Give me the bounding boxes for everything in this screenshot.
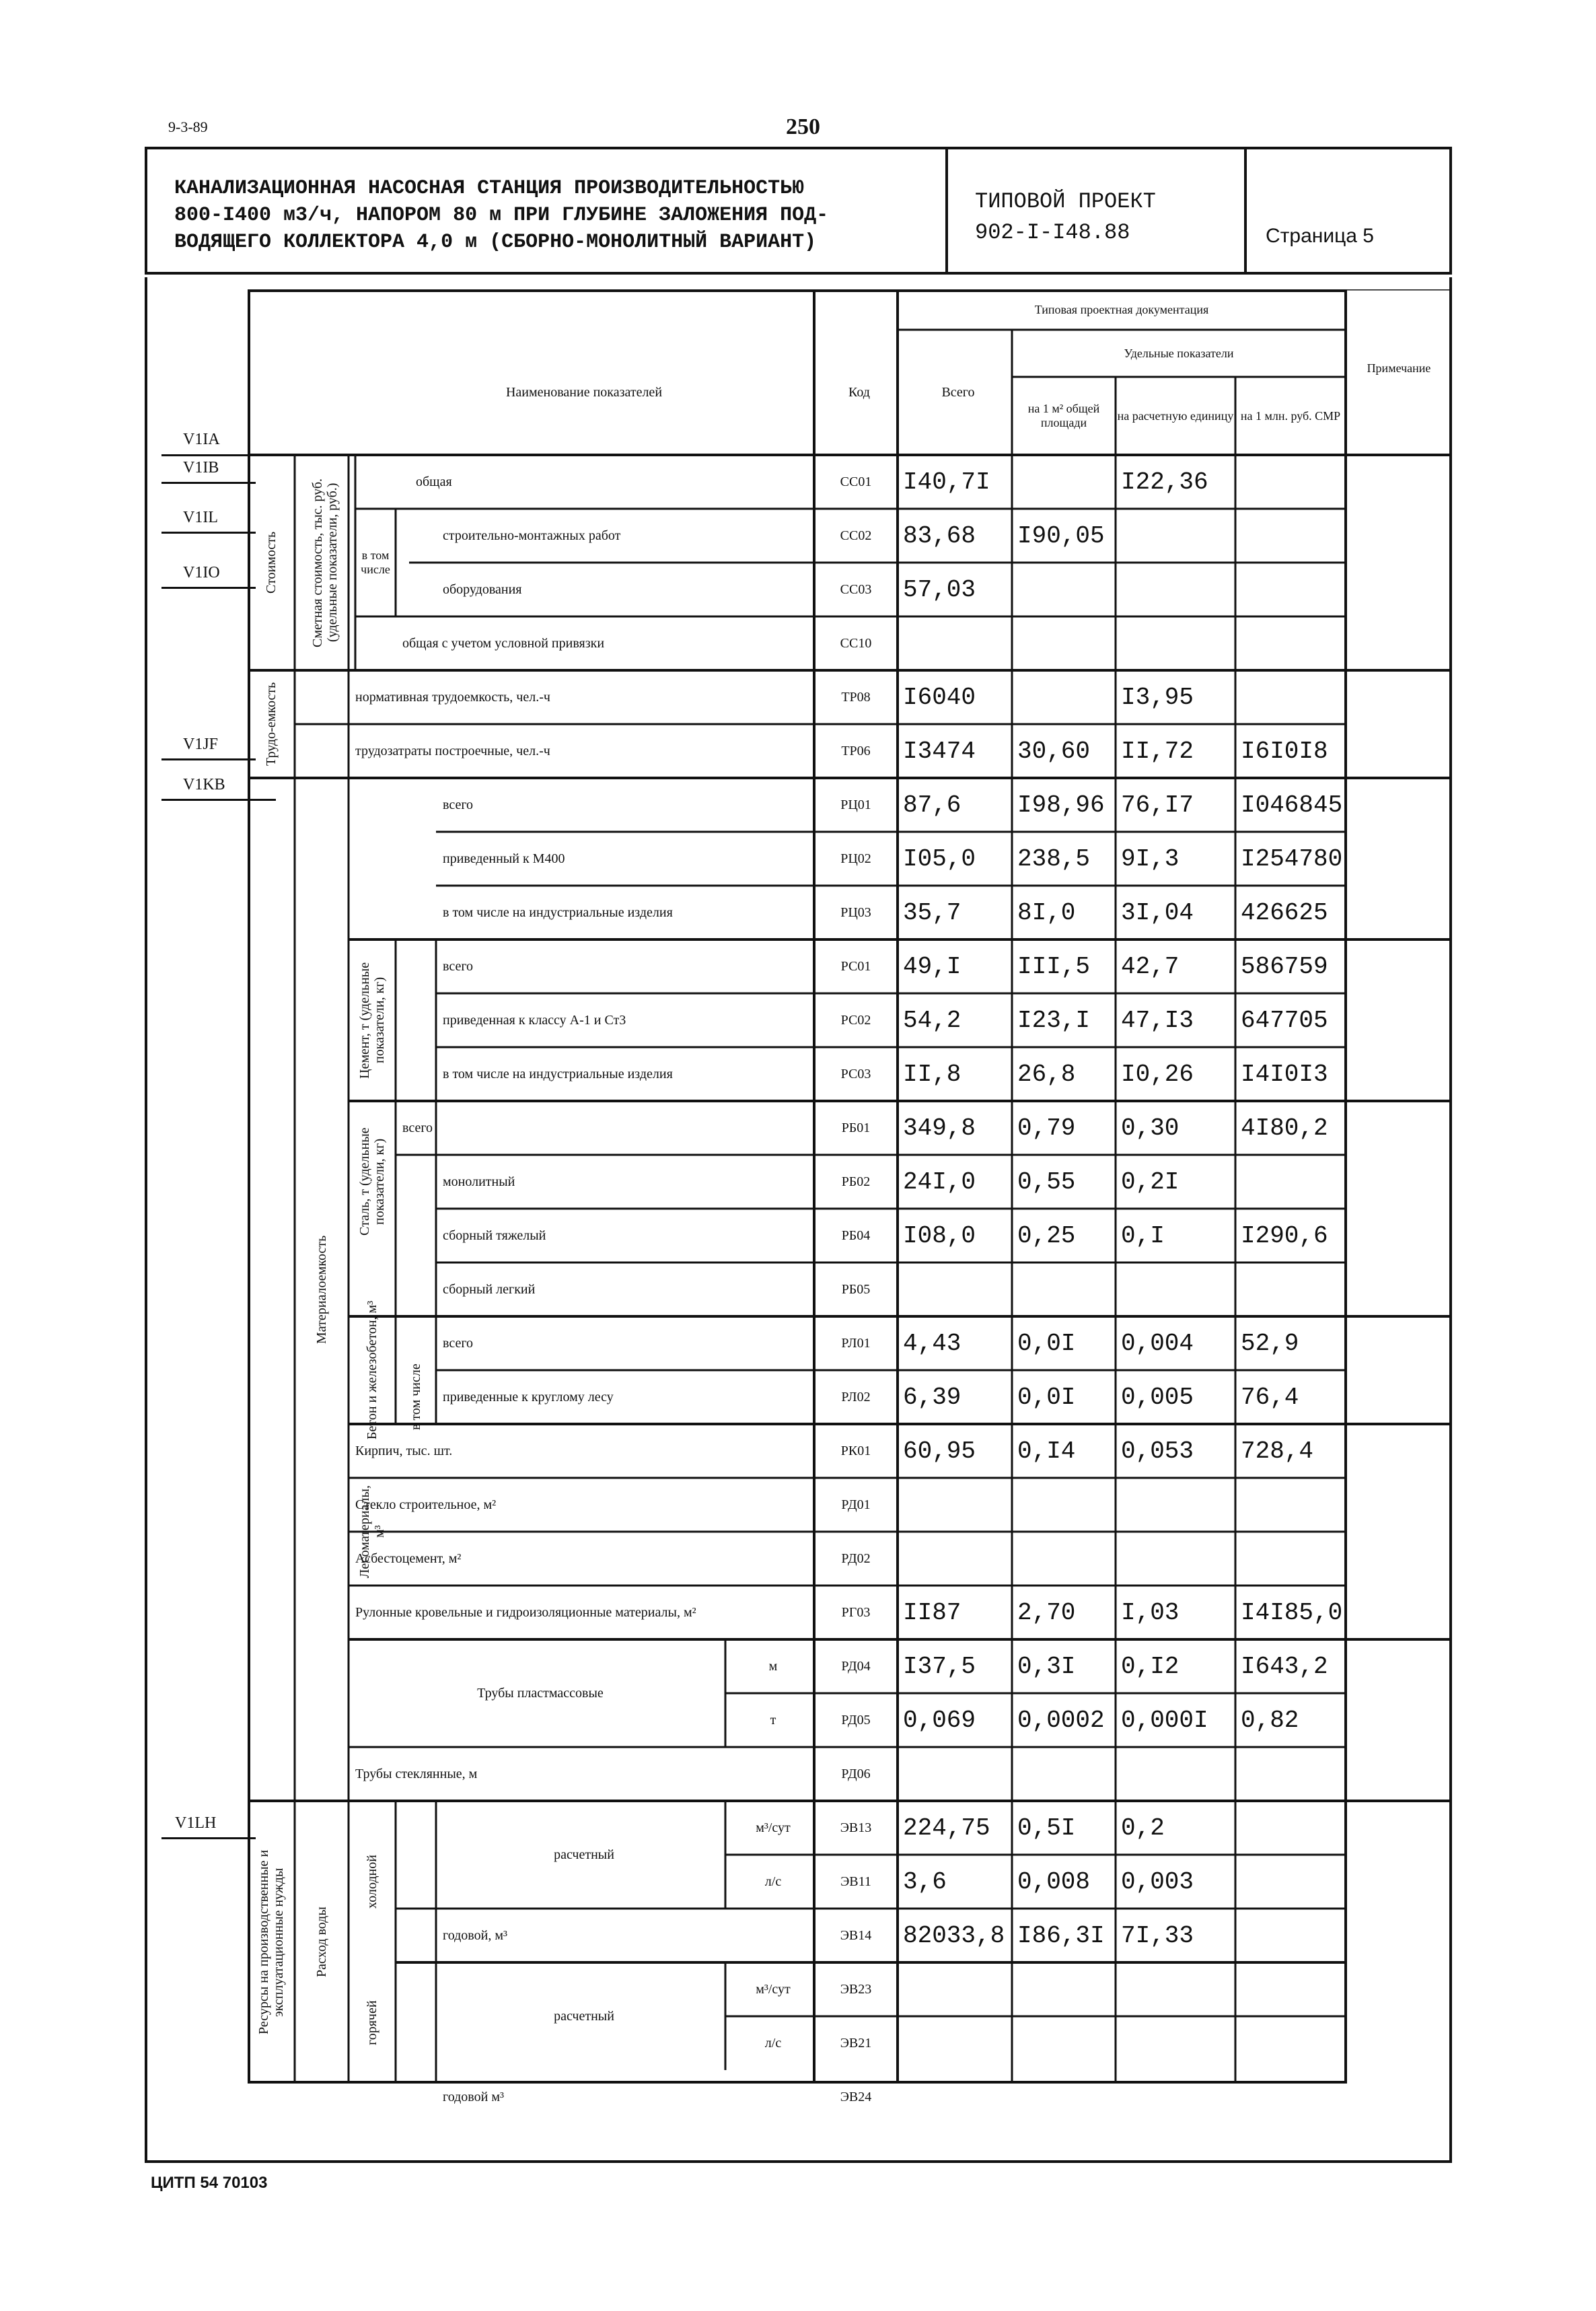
- row-total: [898, 1747, 1012, 1801]
- row-total: 54,2: [903, 1006, 962, 1034]
- row-total: [898, 1532, 1012, 1586]
- row-per-m2: 0,55: [1017, 1168, 1076, 1196]
- row-code: СС10: [840, 635, 872, 651]
- title-line: 800-I400 м3/ч, НАПОРОМ 80 м ПРИ ГЛУБИНЕ ЗАЛОЖЕНИЯ ПОД-: [174, 204, 829, 227]
- row-label: Асбестоцемент, м²: [355, 1551, 462, 1566]
- row-per-unit: 0,I2: [1121, 1652, 1180, 1680]
- row-per-unit: 0,2: [1121, 1814, 1165, 1842]
- project-line: 902-I-I48.88: [975, 220, 1130, 245]
- row-label: м³/сут: [756, 1981, 791, 1997]
- row-label: сборный легкий: [443, 1281, 536, 1297]
- row-per-m2: [1012, 1263, 1116, 1316]
- col-header-per-m2: на 1 м² общей площади: [1027, 402, 1100, 429]
- row-per-unit: [1116, 2016, 1235, 2070]
- group-resources: Ресурсы на производственные и эксплуатационные нужды: [256, 1849, 286, 2035]
- row-per-m2: 0,25: [1017, 1221, 1076, 1250]
- row-total: [898, 1263, 1012, 1316]
- side-label: V1IB: [183, 459, 219, 476]
- row-code: РБ05: [841, 1281, 871, 1297]
- row-per-m2: 0,0I: [1017, 1329, 1076, 1357]
- row-per-m2: 30,60: [1017, 737, 1091, 765]
- col-header-per-mln: на 1 млн. руб. СМР: [1240, 408, 1341, 423]
- row-per-mln: I4I85,0: [1241, 1598, 1343, 1627]
- group-water: Расход воды: [314, 1907, 329, 1978]
- row-per-mln: I6I0I8: [1241, 737, 1328, 765]
- row-code: СС02: [840, 528, 872, 543]
- group-concrete: Бетон и железобетон, м³: [365, 1300, 379, 1440]
- side-label: V1KB: [183, 776, 225, 793]
- row-total: [898, 1478, 1012, 1532]
- row-per-unit: II,72: [1121, 737, 1194, 765]
- row-per-m2: 0,0002: [1017, 1706, 1105, 1734]
- side-label: V1IL: [183, 509, 218, 526]
- row-per-unit: [1116, 1962, 1235, 2016]
- row-per-m2: I98,96: [1017, 791, 1105, 819]
- row-code: ЭВ13: [840, 1820, 872, 1835]
- row-code: ЭВ11: [840, 1874, 871, 1889]
- row-label: приведенная к классу А-1 и Ст3: [443, 1012, 626, 1028]
- row-per-unit: [1116, 1263, 1235, 1316]
- row-code: РД04: [841, 1658, 871, 1674]
- row-per-unit: I,03: [1121, 1598, 1180, 1627]
- side-label: V1IA: [183, 431, 220, 448]
- sheet-number: 250: [786, 114, 820, 139]
- row-label: т: [770, 1712, 776, 1728]
- row-per-unit: 42,7: [1121, 952, 1180, 981]
- group-lumber: Лесоматериалы, м³: [357, 1485, 387, 1578]
- row-label: строительно-монтажных работ: [443, 528, 621, 543]
- row-label: всего: [443, 797, 474, 812]
- row-per-unit: 0,053: [1121, 1437, 1194, 1465]
- row-per-unit: 3I,04: [1121, 898, 1194, 927]
- row-per-mln: [1235, 1909, 1346, 1962]
- row-per-mln: [1235, 509, 1346, 563]
- row-label: Кирпич, тыс. шт.: [355, 1443, 453, 1458]
- row-label: л/с: [764, 2035, 782, 2051]
- row-total: 6,39: [903, 1383, 962, 1411]
- group-concrete-incl: в том числе: [408, 1363, 423, 1431]
- row-per-m2: 238,5: [1017, 845, 1091, 873]
- row-total: 83,68: [903, 522, 976, 550]
- col-header-per-unit: на расчетную единицу: [1117, 408, 1234, 423]
- col-header-specific: Удельные показатели: [1124, 346, 1234, 360]
- row-per-m2: I86,3I: [1017, 1921, 1105, 1950]
- row-per-unit: 0,2I: [1121, 1168, 1180, 1196]
- row-code: РС03: [840, 1066, 871, 1081]
- row-code: РС02: [840, 1012, 871, 1028]
- row-per-unit: [1116, 1747, 1235, 1801]
- row-per-m2: [1012, 455, 1116, 509]
- row-per-mln: 0,82: [1241, 1706, 1299, 1734]
- row-per-unit: [1116, 616, 1235, 670]
- row-label: в том числе на индустриальные изделия: [443, 1066, 673, 1081]
- row-per-mln: 4I80,2: [1241, 1114, 1328, 1142]
- row-label: всего: [402, 1120, 433, 1135]
- row-label: годовой м³: [443, 2089, 504, 2104]
- row-per-m2: I90,05: [1017, 522, 1105, 550]
- row-per-mln: I290,6: [1241, 1221, 1328, 1250]
- row-per-mln: I643,2: [1241, 1652, 1328, 1680]
- row-total: 60,95: [903, 1437, 976, 1465]
- row-per-m2: [1012, 1747, 1116, 1801]
- row-per-unit: 0,005: [1121, 1383, 1194, 1411]
- row-per-mln: I046845: [1241, 791, 1343, 819]
- row-code: РЦ01: [840, 797, 871, 812]
- col-header-code: Код: [848, 384, 870, 400]
- row-total: 3,6: [903, 1868, 947, 1896]
- row-label: всего: [443, 958, 474, 974]
- row-per-m2: [1012, 2016, 1116, 2070]
- row-code: ЭВ21: [840, 2035, 872, 2051]
- row-total: 4,43: [903, 1329, 962, 1357]
- row-per-mln: 426625: [1241, 898, 1328, 927]
- row-per-unit: I3,95: [1121, 683, 1194, 711]
- row-code: СС03: [840, 581, 872, 597]
- row-per-m2: 8I,0: [1017, 898, 1076, 927]
- row-per-mln: [1235, 2016, 1346, 2070]
- row-code: РГ03: [841, 1604, 871, 1620]
- row-per-m2: 0,3I: [1017, 1652, 1076, 1680]
- row-per-m2: 0,5I: [1017, 1814, 1076, 1842]
- row-per-unit: 47,I3: [1121, 1006, 1194, 1034]
- side-label: V1IO: [183, 564, 220, 581]
- row-code: РЦ03: [840, 904, 871, 920]
- row-label: общая с учетом условной привязки: [402, 635, 605, 651]
- row-per-unit: 0,I: [1121, 1221, 1165, 1250]
- row-code: РБ04: [841, 1228, 871, 1243]
- page-label: Страница 5: [1266, 225, 1374, 247]
- row-per-mln: [1235, 1532, 1346, 1586]
- group-labor: Трудо-емкость: [264, 682, 279, 767]
- title-line: КАНАЛИЗАЦИОННАЯ НАСОСНАЯ СТАНЦИЯ ПРОИЗВОДИТЕЛЬНОСТЬЮ: [174, 177, 805, 200]
- title-line: ВОДЯЩЕГО КОЛЛЕКТОРА 4,0 м (СБОРНО-МОНОЛИТНЫЙ ВАРИАНТ): [174, 231, 817, 254]
- row-per-mln: [1235, 1155, 1346, 1209]
- row-code: РС01: [840, 958, 871, 974]
- row-per-mln: I254780: [1241, 845, 1343, 873]
- row-per-mln: [1235, 1263, 1346, 1316]
- row-total: II,8: [903, 1060, 962, 1088]
- row-per-m2: [1012, 670, 1116, 724]
- row-per-mln: 76,4: [1241, 1383, 1299, 1411]
- row-code: РЦ02: [840, 851, 871, 866]
- doc-code: 9-3-89: [168, 118, 208, 135]
- row-per-mln: 647705: [1241, 1006, 1328, 1034]
- row-code: РК01: [840, 1443, 871, 1458]
- row-total: I40,7I: [903, 468, 990, 496]
- plastic-pipes-label: Трубы пластмассовые: [477, 1685, 604, 1701]
- row-per-unit: I22,36: [1121, 468, 1208, 496]
- row-per-mln: [1235, 1962, 1346, 2016]
- row-code: РД01: [841, 1497, 871, 1512]
- row-label: всего: [443, 1335, 474, 1351]
- row-per-unit: 7I,33: [1121, 1921, 1194, 1950]
- footer-code: ЦИТП 54 70103: [151, 2174, 268, 2192]
- row-total: I6040: [903, 683, 976, 711]
- row-total: 35,7: [903, 898, 962, 927]
- row-code: ЭВ23: [840, 1981, 872, 1997]
- group-material: Материалоемкость: [314, 1235, 329, 1344]
- group-estimate: Сметная стоимость, тыс. руб. (удельные показатели, руб.): [310, 478, 340, 647]
- row-code: ТР08: [841, 689, 871, 705]
- row-per-m2: 0,79: [1017, 1114, 1076, 1142]
- row-total: 82033,8: [903, 1921, 1005, 1950]
- row-per-m2: [1012, 1532, 1116, 1586]
- row-per-m2: 2,70: [1017, 1598, 1076, 1627]
- row-per-mln: [1235, 616, 1346, 670]
- row-per-m2: III,5: [1017, 952, 1091, 981]
- row-per-unit: 76,I7: [1121, 791, 1194, 819]
- row-code: РБ01: [841, 1120, 871, 1135]
- col-header-typical: Типовая проектная документация: [1034, 302, 1209, 316]
- row-per-mln: [1235, 2070, 1346, 2124]
- group-cold: холодной: [365, 1855, 379, 1909]
- row-label: Трубы стеклянные, м: [355, 1766, 478, 1781]
- row-per-mln: [1235, 455, 1346, 509]
- group-steel: Сталь, т (удельные показатели, кг): [357, 1127, 387, 1236]
- row-per-unit: [1116, 1478, 1235, 1532]
- row-label: оборудования: [443, 581, 522, 597]
- row-label: л/с: [764, 1874, 782, 1889]
- row-per-unit: 0,000I: [1121, 1706, 1208, 1734]
- row-label: Рулонные кровельные и гидроизоляционные материалы, м²: [355, 1604, 696, 1620]
- row-per-m2: [1012, 2070, 1116, 2124]
- row-code: РД02: [841, 1551, 871, 1566]
- row-per-mln: 586759: [1241, 952, 1328, 981]
- indicators-table: [248, 289, 1452, 2104]
- row-code: РД05: [841, 1712, 871, 1728]
- row-per-unit: 9I,3: [1121, 845, 1180, 873]
- row-code: ТР06: [841, 743, 871, 758]
- row-per-unit: 0,30: [1121, 1114, 1180, 1142]
- row-per-unit: 0,004: [1121, 1329, 1194, 1357]
- row-code: РД06: [841, 1766, 871, 1781]
- row-label: м: [768, 1658, 778, 1674]
- row-per-m2: 26,8: [1017, 1060, 1076, 1088]
- row-per-mln: I4I0I3: [1241, 1060, 1328, 1088]
- row-label: трудозатраты построечные, чел.-ч: [355, 743, 550, 758]
- row-total: 224,75: [903, 1814, 990, 1842]
- row-per-m2: 0,0I: [1017, 1383, 1076, 1411]
- row-total: [898, 2070, 1012, 2124]
- group-cement: Цемент, т (удельные показатели, кг): [357, 962, 387, 1079]
- group-cost: Стоимость: [264, 531, 279, 594]
- row-label: общая: [416, 474, 452, 489]
- group-hot: горячей: [365, 2000, 379, 2046]
- row-label: нормативная трудоемкость, чел.-ч: [355, 689, 550, 705]
- row-per-unit: [1116, 2070, 1235, 2124]
- row-total: 57,03: [903, 575, 976, 604]
- row-label: м³/сут: [756, 1820, 791, 1835]
- row-total: 24I,0: [903, 1168, 976, 1196]
- row-per-m2: 0,008: [1017, 1868, 1091, 1896]
- row-per-mln: 728,4: [1241, 1437, 1314, 1465]
- row-total: I05,0: [903, 845, 976, 873]
- row-total: [898, 1962, 1012, 2016]
- row-total: I37,5: [903, 1652, 976, 1680]
- row-total: [898, 2016, 1012, 2070]
- row-per-mln: [1235, 1747, 1346, 1801]
- document-title: [174, 175, 1049, 256]
- row-per-mln: [1235, 670, 1346, 724]
- row-per-mln: 52,9: [1241, 1329, 1299, 1357]
- group-incl: в том числе: [361, 548, 390, 576]
- row-code: РБ02: [841, 1174, 871, 1189]
- row-per-mln: [1235, 1478, 1346, 1532]
- side-label: V1JF: [183, 736, 219, 753]
- row-total: 349,8: [903, 1114, 976, 1142]
- row-total: 0,069: [903, 1706, 976, 1734]
- row-label: в том числе на индустриальные изделия: [443, 904, 673, 920]
- row-per-m2: [1012, 1478, 1116, 1532]
- row-code: ЭВ14: [840, 1927, 872, 1943]
- row-total: [898, 616, 1012, 670]
- row-code: РЛ02: [841, 1389, 871, 1405]
- row-label: Стекло строительное, м²: [355, 1497, 497, 1512]
- design-hot-label: расчетный: [554, 2008, 614, 2024]
- design-cold-label: расчетный: [554, 1847, 614, 1862]
- row-total: 49,I: [903, 952, 962, 981]
- row-per-m2: I23,I: [1017, 1006, 1091, 1034]
- col-header-name: Наименование показателей: [505, 384, 663, 400]
- col-header-note: Примечание: [1367, 361, 1431, 375]
- row-per-unit: 0,003: [1121, 1868, 1194, 1896]
- row-per-m2: [1012, 563, 1116, 616]
- row-label: монолитный: [443, 1174, 515, 1189]
- project-line: ТИПОВОЙ ПРОЕКТ: [975, 189, 1156, 214]
- row-label: приведенные к круглому лесу: [443, 1389, 614, 1405]
- row-label: сборный тяжелый: [443, 1228, 546, 1243]
- row-per-mln: [1235, 563, 1346, 616]
- row-total: 87,6: [903, 791, 962, 819]
- row-per-unit: [1116, 1532, 1235, 1586]
- row-total: I3474: [903, 737, 976, 765]
- row-total: I08,0: [903, 1221, 976, 1250]
- title-block: [145, 147, 1452, 275]
- row-label: годовой, м³: [443, 1927, 507, 1943]
- row-per-unit: [1116, 563, 1235, 616]
- row-per-m2: [1012, 1962, 1116, 2016]
- row-code: ЭВ24: [840, 2089, 872, 2104]
- row-per-unit: [1116, 509, 1235, 563]
- row-per-unit: I0,26: [1121, 1060, 1194, 1088]
- row-total: II87: [903, 1598, 962, 1627]
- row-per-m2: [1012, 616, 1116, 670]
- row-per-m2: 0,I4: [1017, 1437, 1076, 1465]
- row-label: приведенный к М400: [443, 851, 565, 866]
- row-per-mln: [1235, 1855, 1346, 1909]
- row-code: РЛ01: [841, 1335, 871, 1351]
- row-code: СС01: [840, 474, 872, 489]
- row-per-mln: [1235, 1801, 1346, 1855]
- project-id: [975, 186, 1156, 248]
- col-header-total: Всего: [941, 384, 975, 400]
- side-label: V1LH: [175, 1814, 217, 1832]
